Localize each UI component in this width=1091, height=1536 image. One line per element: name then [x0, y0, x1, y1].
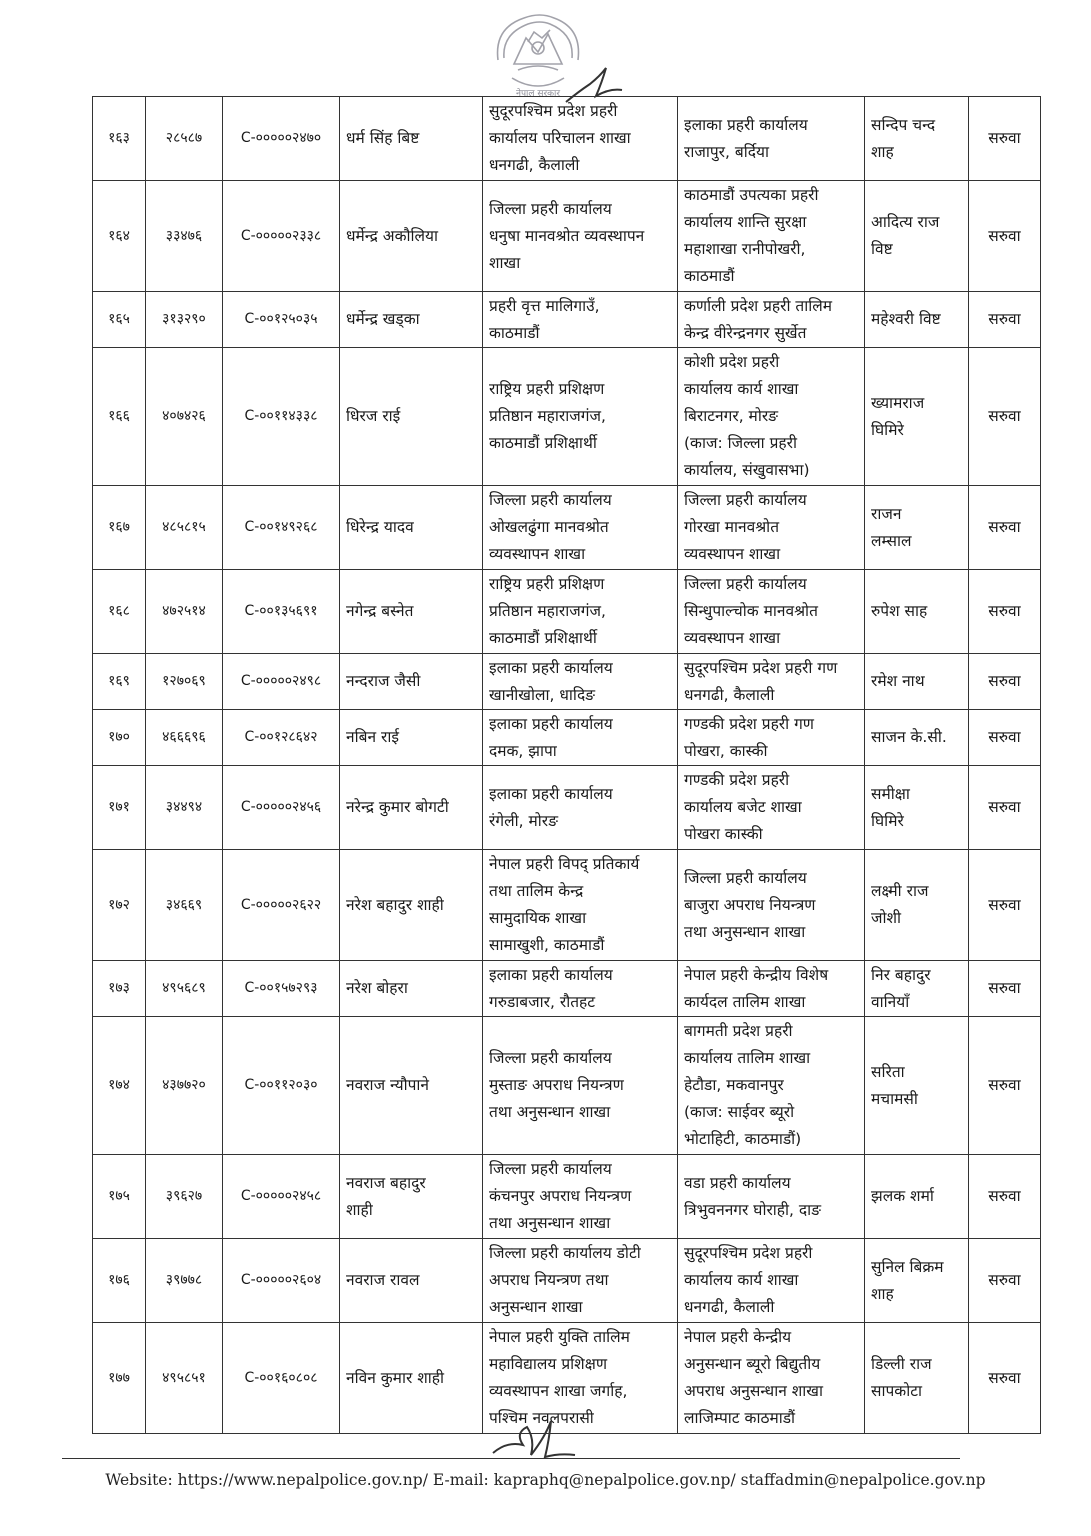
- current-office-line: जिल्ला प्रहरी कार्यालय: [489, 1160, 612, 1178]
- approver-cell: [865, 654, 969, 710]
- transfer-office-line: केन्द्र वीरेन्द्रनगर सुर्खेत: [684, 323, 807, 342]
- svg-text:नेपाल सरकार: नेपाल सरकार: [515, 89, 561, 99]
- approver-cell: [865, 348, 969, 486]
- footer-contact: Website: https://www.nepalpolice.gov.np/ E-mail: kapraphq@nepalpolice.gov.np/ staffadmin@nepalpolice.gov.np: [105, 1471, 986, 1489]
- transfer-office-line: (काज: साईवर ब्यूरो: [684, 1103, 795, 1121]
- transfer-office-line: बिराटनगर, मोरङ: [684, 407, 779, 425]
- current-office-line: नेपाल प्रहरी विपद् प्रतिकार्य: [489, 855, 640, 873]
- transfer-office-cell: [678, 1017, 865, 1155]
- table-row: [93, 710, 1041, 766]
- transfer-office-line: गण्डकी प्रदेश प्रहरी: [684, 771, 790, 789]
- code-number-cell: C-०००००२६२२: [223, 850, 340, 961]
- signature-icon: [560, 62, 630, 112]
- current-office-line: सामाखुशी, काठमाडौं: [489, 936, 605, 954]
- current-office-line: काठमाडौं प्रशिक्षार्थी: [489, 629, 597, 647]
- transfer-office-line: त्रिभुवननगर घोराही, दाङ: [684, 1200, 822, 1219]
- police-id-cell: ३९६२७: [146, 1155, 223, 1239]
- current-office-line: इलाका प्रहरी कार्यालय: [489, 658, 613, 677]
- transfer-office-line: कोशी प्रदेश प्रहरी: [684, 353, 780, 371]
- transfer-list-table: [92, 96, 1041, 1434]
- current-office-cell: [483, 710, 678, 766]
- police-id-cell: ४३७७२०: [146, 1017, 223, 1155]
- approver-line: लक्ष्मी राज: [871, 882, 929, 900]
- police-id-cell: ४६६६९६: [146, 710, 223, 766]
- current-office-cell: [483, 1239, 678, 1323]
- approver-line: झलक शर्मा: [871, 1187, 934, 1205]
- current-office-line: प्रहरी वृत्त मालिगाउँ,: [489, 296, 600, 315]
- approver-line: सन्दिप चन्द: [871, 115, 936, 134]
- remark-cell: सरुवा: [969, 97, 1041, 181]
- remark-cell: सरुवा: [969, 1155, 1041, 1239]
- code-number-cell: C-००१२५०३५: [223, 292, 340, 348]
- transfer-office-line: धनगढी, कैलाली: [684, 685, 775, 704]
- approver-line: लम्साल: [871, 531, 912, 550]
- transfer-office-cell: [678, 961, 865, 1017]
- current-office-cell: [483, 292, 678, 348]
- current-office-line: इलाका प्रहरी कार्यालय: [489, 714, 613, 733]
- approver-cell: [865, 710, 969, 766]
- police-id-cell: ३१३२९०: [146, 292, 223, 348]
- transfer-office-line: कार्यदल तालिम शाखा: [684, 992, 806, 1011]
- transfer-office-line: बागमती प्रदेश प्रहरी: [684, 1022, 793, 1040]
- name-line: शाही: [346, 1200, 373, 1219]
- current-office-line: खानीखोला, धादिङ: [489, 685, 596, 704]
- serial-number-cell: १७२: [93, 850, 146, 961]
- code-number-cell: C-००१२८६४२: [223, 710, 340, 766]
- name-cell: [340, 850, 483, 961]
- approver-line: शाह: [871, 1284, 894, 1303]
- name-line: नविन कुमार शाही: [346, 1368, 445, 1387]
- approver-cell: [865, 1155, 969, 1239]
- name-cell: [340, 654, 483, 710]
- approver-cell: [865, 292, 969, 348]
- serial-number-cell: १६४: [93, 181, 146, 292]
- approver-line: निर बहादुर: [871, 965, 931, 984]
- table-row: [93, 348, 1041, 486]
- approver-line: जोशी: [871, 909, 902, 927]
- current-office-line: कार्यालय परिचालन शाखा: [489, 129, 631, 147]
- current-office-line: रंगेली, मोरङ: [489, 811, 558, 830]
- name-line: नरेश बोहरा: [346, 979, 408, 997]
- table-body: [93, 97, 1041, 1434]
- police-id-cell: ४९५८५१: [146, 1323, 223, 1434]
- police-id-cell: ३४६६९: [146, 850, 223, 961]
- current-office-cell: [483, 1155, 678, 1239]
- remark-cell: सरुवा: [969, 348, 1041, 486]
- approver-cell: [865, 1239, 969, 1323]
- serial-number-cell: १७४: [93, 1017, 146, 1155]
- current-office-line: प्रतिष्ठान महाराजगंज,: [489, 407, 606, 425]
- transfer-office-line: कार्यालय, संखुवासभा): [684, 461, 810, 479]
- approver-line: रमेश नाथ: [871, 672, 925, 690]
- table-row: [93, 766, 1041, 850]
- remark-cell: सरुवा: [969, 1323, 1041, 1434]
- current-office-line: व्यवस्थापन शाखा: [489, 545, 586, 563]
- approver-cell: [865, 1017, 969, 1155]
- transfer-office-line: काठमाडौं उपत्यका प्रहरी: [684, 186, 819, 204]
- approver-line: विष्ट: [871, 240, 893, 258]
- code-number-cell: C-०००००२४५८: [223, 1155, 340, 1239]
- current-office-line: मुस्ताङ अपराध नियन्त्रण: [489, 1076, 624, 1094]
- transfer-office-line: व्यवस्थापन शाखा: [684, 545, 781, 563]
- name-line: नरेन्द्र कुमार बोगटी: [346, 798, 449, 816]
- approver-line: समीक्षा: [871, 784, 910, 803]
- current-office-line: राष्ट्रिय प्रहरी प्रशिक्षण: [489, 380, 605, 398]
- remark-cell: सरुवा: [969, 1239, 1041, 1323]
- approver-line: शाह: [871, 142, 894, 161]
- name-line: नवराज बहादुर: [346, 1173, 426, 1192]
- transfer-office-cell: [678, 97, 865, 181]
- police-id-cell: ४०७४२६: [146, 348, 223, 486]
- current-office-line: सुदूरपश्चिम प्रदेश प्रहरी: [489, 102, 618, 120]
- serial-number-cell: १६९: [93, 654, 146, 710]
- transfer-office-line: कार्यालय कार्य शाखा: [684, 380, 799, 398]
- serial-number-cell: १६५: [93, 292, 146, 348]
- transfer-office-line: भोटाहिटी, काठमाडौं): [684, 1130, 802, 1148]
- transfer-office-line: नेपाल प्रहरी केन्द्रीय विशेष: [684, 965, 829, 984]
- name-cell: [340, 1017, 483, 1155]
- code-number-cell: C-००१४९२६८: [223, 486, 340, 570]
- current-office-line: जिल्ला प्रहरी कार्यालय: [489, 1049, 612, 1067]
- current-office-line: पश्चिम नवलपरासी: [489, 1409, 594, 1427]
- approver-line: डिल्ली राज: [871, 1355, 932, 1373]
- current-office-line: ओखलढुंगा मानवश्रोत: [489, 518, 609, 536]
- serial-number-cell: १६३: [93, 97, 146, 181]
- approver-line: महेश्वरी विष्ट: [871, 310, 941, 328]
- current-office-cell: [483, 654, 678, 710]
- remark-cell: सरुवा: [969, 1017, 1041, 1155]
- approver-line: आदित्य राज: [871, 213, 940, 231]
- name-cell: [340, 1323, 483, 1434]
- remark-cell: सरुवा: [969, 961, 1041, 1017]
- serial-number-cell: १६८: [93, 570, 146, 654]
- remark-cell: सरुवा: [969, 486, 1041, 570]
- transfer-office-line: बाजुरा अपराध नियन्त्रण: [684, 895, 816, 914]
- table-row: [93, 961, 1041, 1017]
- code-number-cell: C-००११४३३८: [223, 348, 340, 486]
- current-office-line: अपराध नियन्त्रण तथा: [489, 1271, 609, 1289]
- transfer-office-cell: [678, 850, 865, 961]
- code-number-cell: C-०००००२४९८: [223, 654, 340, 710]
- name-line: नवराज न्यौपाने: [346, 1076, 430, 1094]
- transfer-office-line: (काज: जिल्ला प्रहरी: [684, 434, 797, 452]
- approver-cell: [865, 961, 969, 1017]
- transfer-office-line: राजापुर, बर्दिया: [684, 142, 769, 161]
- police-id-cell: ४९५६८९: [146, 961, 223, 1017]
- approver-cell: [865, 97, 969, 181]
- current-office-cell: [483, 181, 678, 292]
- current-office-line: धनुषा मानवश्रोत व्यवस्थापन: [489, 226, 645, 245]
- transfer-office-line: महाशाखा रानीपोखरी,: [684, 240, 806, 258]
- transfer-office-cell: [678, 766, 865, 850]
- transfer-office-cell: [678, 348, 865, 486]
- approver-cell: [865, 570, 969, 654]
- transfer-office-cell: [678, 570, 865, 654]
- approver-line: मचामसी: [871, 1089, 918, 1108]
- transfer-office-cell: [678, 710, 865, 766]
- table-row: [93, 292, 1041, 348]
- approver-cell: [865, 766, 969, 850]
- transfer-office-line: नेपाल प्रहरी केन्द्रीय: [684, 1328, 792, 1346]
- approver-line: सुनिल बिक्रम: [871, 1257, 944, 1276]
- approver-line: वानियाँ: [871, 992, 910, 1011]
- remark-cell: सरुवा: [969, 766, 1041, 850]
- table-row: [93, 850, 1041, 961]
- table-row: [93, 486, 1041, 570]
- code-number-cell: C-००१५७२९३: [223, 961, 340, 1017]
- code-number-cell: C-००१३५६९१: [223, 570, 340, 654]
- transfer-office-line: पोखरा, कास्की: [684, 741, 768, 760]
- name-line: नगेन्द्र बस्नेत: [346, 602, 414, 620]
- current-office-line: काठमाडौं प्रशिक्षार्थी: [489, 434, 597, 452]
- approver-cell: [865, 850, 969, 961]
- name-line: धर्म सिंह बिष्ट: [346, 129, 420, 147]
- remark-cell: सरुवा: [969, 850, 1041, 961]
- name-cell: [340, 486, 483, 570]
- current-office-line: अनुसन्धान शाखा: [489, 1298, 583, 1316]
- name-line: धर्मेन्द्र खड्का: [346, 310, 420, 328]
- approver-cell: [865, 486, 969, 570]
- remark-cell: सरुवा: [969, 292, 1041, 348]
- current-office-line: नेपाल प्रहरी युक्ति तालिम: [489, 1328, 630, 1346]
- remark-cell: सरुवा: [969, 570, 1041, 654]
- serial-number-cell: १७७: [93, 1323, 146, 1434]
- current-office-line: इलाका प्रहरी कार्यालय: [489, 784, 613, 803]
- serial-number-cell: १७३: [93, 961, 146, 1017]
- transfer-office-line: गण्डकी प्रदेश प्रहरी गण: [684, 714, 815, 733]
- code-number-cell: C-००१६०८०८: [223, 1323, 340, 1434]
- serial-number-cell: १६७: [93, 486, 146, 570]
- transfer-office-line: गोरखा मानवश्रोत: [684, 518, 780, 536]
- serial-number-cell: १६६: [93, 348, 146, 486]
- transfer-office-line: कार्यालय कार्य शाखा: [684, 1271, 799, 1289]
- police-id-cell: ३९७७८: [146, 1239, 223, 1323]
- approver-cell: [865, 181, 969, 292]
- name-cell: [340, 1239, 483, 1323]
- table-row: [93, 1239, 1041, 1323]
- approver-line: सापकोटा: [871, 1382, 923, 1400]
- name-cell: [340, 181, 483, 292]
- table-row: [93, 570, 1041, 654]
- code-number-cell: C-०००००२३३८: [223, 181, 340, 292]
- transfer-office-line: जिल्ला प्रहरी कार्यालय: [684, 868, 807, 887]
- current-office-line: व्यवस्थापन शाखा जर्गाह,: [489, 1382, 628, 1400]
- current-office-line: शाखा: [489, 253, 521, 272]
- approver-line: घिमिरे: [871, 811, 904, 830]
- table-row: [93, 654, 1041, 710]
- transfer-office-cell: [678, 1323, 865, 1434]
- current-office-line: गरुडाबजार, रौतहट: [489, 992, 596, 1011]
- serial-number-cell: १७१: [93, 766, 146, 850]
- name-cell: [340, 766, 483, 850]
- table-row: [93, 181, 1041, 292]
- signature-icon: [485, 1415, 580, 1465]
- current-office-line: राष्ट्रिय प्रहरी प्रशिक्षण: [489, 575, 605, 593]
- transfer-office-line: कार्यालय शान्ति सुरक्षा: [684, 213, 807, 231]
- transfer-office-line: जिल्ला प्रहरी कार्यालय: [684, 575, 807, 593]
- police-id-cell: १२७०६९: [146, 654, 223, 710]
- name-cell: [340, 961, 483, 1017]
- name-line: नवराज रावल: [346, 1271, 420, 1289]
- transfer-office-line: धनगढी, कैलाली: [684, 1298, 775, 1316]
- approver-line: ख्यामराज: [871, 393, 925, 412]
- transfer-office-line: व्यवस्थापन शाखा: [684, 629, 781, 647]
- remark-cell: सरुवा: [969, 181, 1041, 292]
- remark-cell: सरुवा: [969, 654, 1041, 710]
- transfer-office-cell: [678, 654, 865, 710]
- current-office-cell: [483, 961, 678, 1017]
- name-cell: [340, 292, 483, 348]
- current-office-cell: [483, 1017, 678, 1155]
- transfer-office-cell: [678, 181, 865, 292]
- serial-number-cell: १७६: [93, 1239, 146, 1323]
- current-office-line: दमक, झापा: [489, 741, 557, 760]
- transfer-office-line: अपराध अनुसन्धान शाखा: [684, 1382, 824, 1400]
- serial-number-cell: १७५: [93, 1155, 146, 1239]
- transfer-office-line: सिन्धुपाल्चोक मानवश्रोत: [684, 602, 818, 620]
- current-office-line: सामुदायिक शाखा: [489, 909, 587, 927]
- current-office-line: जिल्ला प्रहरी कार्यालय: [489, 491, 612, 509]
- current-office-line: तथा तालिम केन्द्र: [489, 882, 584, 900]
- current-office-cell: [483, 850, 678, 961]
- name-line: नन्दराज जैसी: [346, 672, 421, 690]
- name-cell: [340, 1155, 483, 1239]
- name-cell: [340, 97, 483, 181]
- transfer-office-line: कर्णाली प्रदेश प्रहरी तालिम: [684, 296, 833, 315]
- transfer-office-line: तथा अनुसन्धान शाखा: [684, 922, 806, 941]
- transfer-office-line: लाजिम्पाट काठमाडौं: [684, 1409, 796, 1427]
- transfer-office-line: सुदूरपश्चिम प्रदेश प्रहरी: [684, 1244, 813, 1262]
- name-line: धिरेन्द्र यादव: [346, 518, 414, 536]
- table-row: [93, 1017, 1041, 1155]
- approver-line: साजन के.सी.: [871, 728, 947, 746]
- police-id-cell: ४८५८१५: [146, 486, 223, 570]
- current-office-cell: [483, 348, 678, 486]
- current-office-line: धनगढी, कैलाली: [489, 156, 580, 174]
- name-line: नरेश बहादुर शाही: [346, 895, 444, 914]
- current-office-line: इलाका प्रहरी कार्यालय: [489, 965, 613, 984]
- name-line: धर्मेन्द्र अकौलिया: [346, 226, 439, 245]
- transfer-office-cell: [678, 486, 865, 570]
- approver-cell: [865, 1323, 969, 1434]
- name-line: नबिन राई: [346, 728, 399, 746]
- code-number-cell: C-०००००२६०४: [223, 1239, 340, 1323]
- code-number-cell: C-०००००२४५६: [223, 766, 340, 850]
- current-office-line: तथा अनुसन्धान शाखा: [489, 1103, 611, 1121]
- current-office-line: जिल्ला प्रहरी कार्यालय डोटी: [489, 1244, 641, 1262]
- transfer-office-line: कार्यालय तालिम शाखा: [684, 1049, 811, 1067]
- current-office-line: महाविद्यालय प्रशिक्षण: [489, 1355, 608, 1373]
- current-office-cell: [483, 766, 678, 850]
- current-office-line: कंचनपुर अपराध नियन्त्रण: [489, 1187, 632, 1205]
- transfer-office-line: जिल्ला प्रहरी कार्यालय: [684, 491, 807, 509]
- police-id-cell: ३३४७६: [146, 181, 223, 292]
- approver-line: घिमिरे: [871, 420, 904, 439]
- name-cell: [340, 710, 483, 766]
- approver-line: सरिता: [871, 1062, 905, 1081]
- transfer-office-line: अनुसन्धान ब्यूरो बिद्युतीय: [684, 1355, 821, 1373]
- current-office-cell: [483, 486, 678, 570]
- serial-number-cell: १७०: [93, 710, 146, 766]
- transfer-office-line: वडा प्रहरी कार्यालय: [684, 1173, 791, 1192]
- remark-cell: सरुवा: [969, 710, 1041, 766]
- approver-line: रुपेश साह: [871, 602, 928, 620]
- police-id-cell: ३४४९४: [146, 766, 223, 850]
- police-id-cell: २८५८७: [146, 97, 223, 181]
- name-line: धिरज राई: [346, 407, 401, 425]
- current-office-line: तथा अनुसन्धान शाखा: [489, 1214, 611, 1232]
- transfer-office-line: इलाका प्रहरी कार्यालय: [684, 115, 808, 134]
- transfer-office-line: काठमाडौं: [684, 267, 735, 285]
- transfer-office-line: कार्यालय बजेट शाखा: [684, 798, 802, 816]
- transfer-office-cell: [678, 1239, 865, 1323]
- current-office-line: प्रतिष्ठान महाराजगंज,: [489, 602, 606, 620]
- table-row: [93, 1155, 1041, 1239]
- approver-line: राजन: [871, 504, 902, 523]
- current-office-line: काठमाडौं: [489, 323, 540, 342]
- code-number-cell: C-००११२०३०: [223, 1017, 340, 1155]
- transfer-office-line: हेटौडा, मकवानपुर: [684, 1076, 784, 1094]
- code-number-cell: C-०००००२४७०: [223, 97, 340, 181]
- current-office-line: जिल्ला प्रहरी कार्यालय: [489, 199, 612, 218]
- transfer-office-line: पोखरा कास्की: [684, 825, 763, 843]
- transfer-office-cell: [678, 292, 865, 348]
- current-office-cell: [483, 570, 678, 654]
- name-cell: [340, 348, 483, 486]
- name-cell: [340, 570, 483, 654]
- transfer-office-cell: [678, 1155, 865, 1239]
- police-id-cell: ४७२५१४: [146, 570, 223, 654]
- transfer-office-line: सुदूरपश्चिम प्रदेश प्रहरी गण: [684, 658, 838, 677]
